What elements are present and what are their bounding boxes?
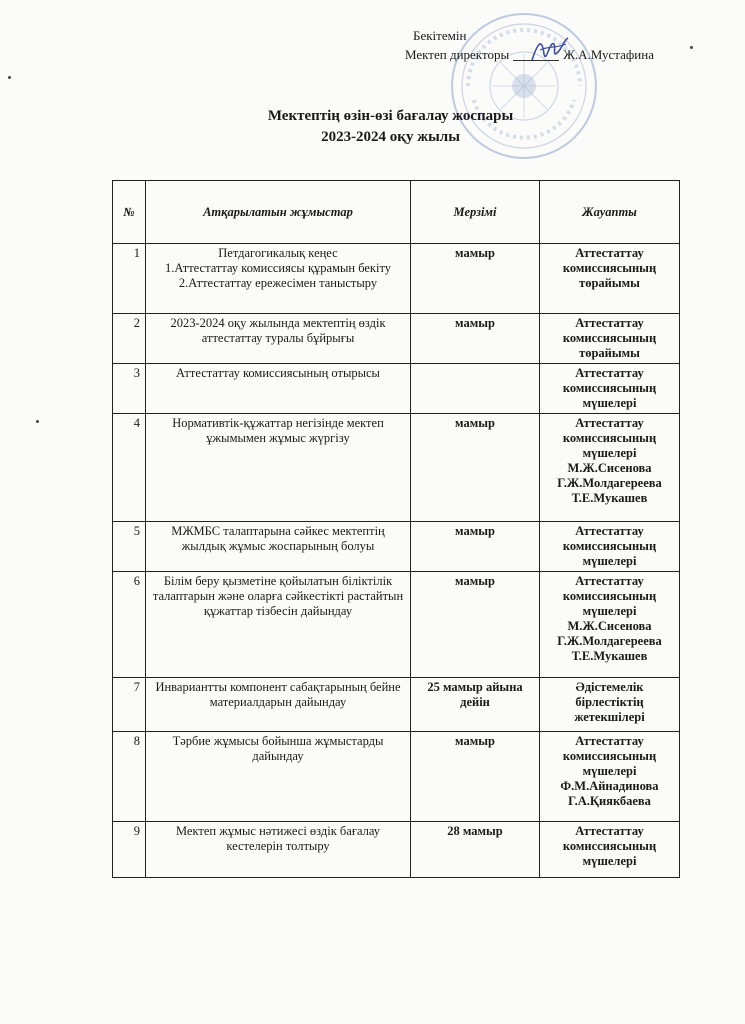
scan-speck (36, 420, 39, 423)
table-row (113, 364, 680, 414)
work-line: Білім беру қызметіне қойылатын біліктілік талаптарын және оларға сәйкестікті растайтын құжаттар тізбесін дайындау (152, 574, 404, 618)
row-responsible (540, 314, 680, 364)
table-row (113, 522, 680, 572)
row-number: 6 (113, 572, 146, 678)
resp-line: комиссиясының (562, 431, 657, 445)
work-line: МЖМБС талаптарына сәйкес мектептің жылдық жұмыс жоспарының болуы (171, 524, 385, 553)
row-term (411, 364, 540, 414)
resp-line: мүшелері (582, 764, 637, 778)
table-row (113, 314, 680, 364)
resp-line: Аттестаттау (575, 416, 644, 430)
resp-line: төрайымы (579, 276, 640, 290)
table-header-row (113, 181, 680, 244)
row-work (146, 314, 411, 364)
row-work (146, 522, 411, 572)
resp-line: мүшелері (582, 396, 637, 410)
resp-line: жетекшілері (574, 710, 645, 724)
row-responsible (540, 414, 680, 522)
table-row (113, 822, 680, 878)
resp-line: төрайымы (579, 346, 640, 360)
plan-table (112, 180, 680, 878)
work-line: 2023-2024 оқу жылында мектептің өздік аттестаттау туралы бұйрығы (170, 316, 386, 345)
director-signature (528, 34, 572, 66)
resp-line: Аттестаттау (575, 246, 644, 260)
header-work: Атқарылатын жұмыстар (146, 181, 411, 244)
resp-line: М.Ж.Сисенова (567, 461, 652, 475)
resp-line: комиссиясының (562, 839, 657, 853)
row-term: мамыр (411, 572, 540, 678)
row-number: 4 (113, 414, 146, 522)
resp-line: Аттестаттау (575, 734, 644, 748)
resp-line: Аттестаттау (575, 366, 644, 380)
row-work (146, 678, 411, 732)
resp-line: Аттестаттау (575, 824, 644, 838)
resp-line: Әдістемелік (575, 680, 644, 694)
work-line: Тәрбие жұмысы бойынша жұмыстарды дайындау (172, 734, 384, 763)
resp-line: Г.Ж.Молдагереева (557, 476, 662, 490)
table-row (113, 678, 680, 732)
resp-line: Г.Ж.Молдагереева (557, 634, 662, 648)
resp-line: мүшелері (582, 854, 637, 868)
work-line: 2.Аттестаттау ережесімен таныстыру (178, 276, 378, 290)
resp-line: бірлестіктің (575, 695, 644, 709)
resp-line: мүшелері (582, 604, 637, 618)
row-term: мамыр (411, 414, 540, 522)
resp-line: Г.А.Қиякбаева (568, 794, 651, 808)
row-responsible (540, 364, 680, 414)
row-work (146, 364, 411, 414)
work-line: Аттестаттау комиссиясының отырысы (176, 366, 380, 380)
row-term: 28 мамыр (411, 822, 540, 878)
document-title: Мектептің өзін-өзі бағалау жоспары (267, 108, 514, 124)
work-line: Нормативтік-құжаттар негізінде мектеп ұжымымен жұмыс жүргізу (172, 416, 384, 445)
resp-line: комиссиясының (562, 589, 657, 603)
row-number: 8 (113, 732, 146, 822)
row-term: мамыр (411, 314, 540, 364)
director-label: Мектеп директоры (405, 47, 510, 62)
row-responsible (540, 572, 680, 678)
work-line: Инвариантты компонент сабақтарының бейне материалдарын дайындау (155, 680, 401, 709)
work-line: Петдагогикалық кеңес (218, 246, 338, 260)
resp-line: мүшелері (582, 446, 637, 460)
row-term: мамыр (411, 732, 540, 822)
resp-line: Т.Е.Мукашев (571, 491, 648, 505)
resp-line: Аттестаттау (575, 316, 644, 330)
director-name: Ж.А.Мустафина (563, 47, 654, 62)
row-term: 25 мамыр айына дейін (411, 678, 540, 732)
row-work (146, 822, 411, 878)
resp-line: Т.Е.Мукашев (571, 649, 648, 663)
resp-line: комиссиясының (562, 261, 657, 275)
row-number: 1 (113, 244, 146, 314)
resp-line: комиссиясының (562, 539, 657, 553)
row-work (146, 572, 411, 678)
work-line: Мектеп жұмыс нәтижесі өздік бағалау кестелерін толтыру (175, 824, 381, 853)
work-line: 1.Аттестаттау комиссиясы құрамын бекіту (164, 261, 392, 275)
row-term: мамыр (411, 522, 540, 572)
table-row (113, 414, 680, 522)
row-responsible (540, 822, 680, 878)
row-responsible (540, 244, 680, 314)
scan-speck (8, 76, 11, 79)
resp-line: мүшелері (582, 554, 637, 568)
row-responsible (540, 732, 680, 822)
row-number: 3 (113, 364, 146, 414)
row-work (146, 244, 411, 314)
resp-line: Аттестаттау (575, 574, 644, 588)
header-responsible: Жауапты (540, 181, 680, 244)
row-responsible (540, 678, 680, 732)
table-row (113, 572, 680, 678)
resp-line: Ф.М.Айнадинова (560, 779, 659, 793)
row-number: 2 (113, 314, 146, 364)
row-responsible (540, 522, 680, 572)
scan-speck (690, 46, 693, 49)
header-number: № (113, 181, 146, 244)
resp-line: комиссиясының (562, 381, 657, 395)
resp-line: комиссиясының (562, 331, 657, 345)
resp-line: комиссиясының (562, 749, 657, 763)
table-row (113, 732, 680, 822)
row-number: 5 (113, 522, 146, 572)
table-row (113, 244, 680, 314)
row-number: 9 (113, 822, 146, 878)
row-work (146, 732, 411, 822)
header-term: Мерзімі (411, 181, 540, 244)
row-term: мамыр (411, 244, 540, 314)
resp-line: М.Ж.Сисенова (567, 619, 652, 633)
document-subtitle: 2023-2024 оқу жылы (321, 129, 460, 145)
approved-label: Бекітемін (413, 28, 467, 43)
resp-line: Аттестаттау (575, 524, 644, 538)
row-number: 7 (113, 678, 146, 732)
row-work (146, 414, 411, 522)
